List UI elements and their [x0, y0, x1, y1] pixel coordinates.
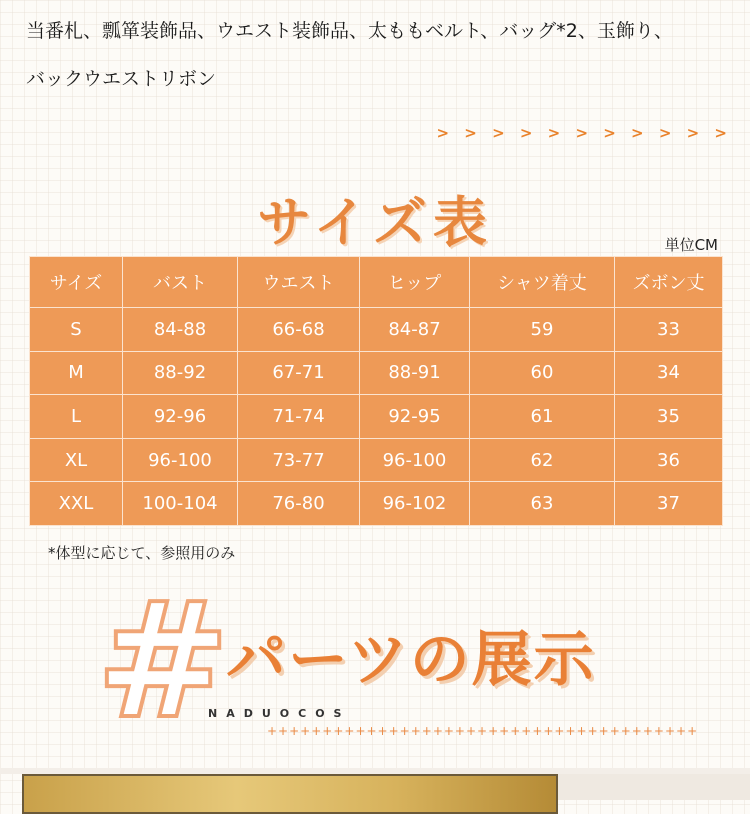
size-chart-title: サイズ表: [257, 191, 493, 254]
size-table: [29, 256, 723, 526]
table-cell: 92-96: [123, 395, 238, 439]
photo-background: [558, 774, 750, 800]
table-cell: L: [30, 395, 123, 439]
table-cell: 67-71: [238, 351, 360, 395]
table-cell: S: [30, 308, 123, 352]
header-pants-length: ズボン丈: [615, 257, 723, 308]
table-row: [30, 351, 723, 395]
included-items-text: 当番札、瓢箪装飾品、ウエスト装飾品、太ももベルト、バッグ*2、玉飾り、: [26, 20, 673, 42]
table-cell: 62: [470, 438, 615, 482]
included-items-text-continued: バックウエストリボン: [26, 68, 217, 90]
table-cell: 66-68: [238, 308, 360, 352]
table-cell: 76-80: [238, 482, 360, 526]
table-cell: 37: [615, 482, 723, 526]
table-cell: XL: [30, 438, 123, 482]
product-photo: [22, 774, 558, 814]
header-size: サイズ: [30, 257, 123, 308]
table-cell: 60: [470, 351, 615, 395]
table-row: [30, 482, 723, 526]
table-cell: 96-100: [123, 438, 238, 482]
header-shirt-length: シャツ着丈: [470, 257, 615, 308]
plus-divider: +++++++++++++++++++++++++++++++++++++++: [267, 724, 699, 738]
size-table-header-row: [30, 257, 723, 308]
table-cell: 84-88: [123, 308, 238, 352]
hash-symbol: #: [96, 567, 231, 754]
table-cell: 100-104: [123, 482, 238, 526]
header-hip: ヒップ: [360, 257, 470, 308]
table-cell: 96-100: [360, 438, 470, 482]
table-cell: 88-91: [360, 351, 470, 395]
table-cell: 33: [615, 308, 723, 352]
brand-name: NADUOCOS: [208, 707, 351, 720]
table-cell: 63: [470, 482, 615, 526]
table-cell: 84-87: [360, 308, 470, 352]
table-cell: 96-102: [360, 482, 470, 526]
table-cell: 71-74: [238, 395, 360, 439]
table-row: [30, 395, 723, 439]
table-cell: 34: [615, 351, 723, 395]
table-row: [30, 308, 723, 352]
table-cell: XXL: [30, 482, 123, 526]
size-note: *体型に応じて、参照用のみ: [48, 544, 236, 562]
table-cell: M: [30, 351, 123, 395]
table-cell: 73-77: [238, 438, 360, 482]
table-cell: 92-95: [360, 395, 470, 439]
header-bust: バスト: [123, 257, 238, 308]
parts-display-title: パーツの展示: [226, 625, 596, 695]
table-cell: 36: [615, 438, 723, 482]
table-cell: 61: [470, 395, 615, 439]
header-waist: ウエスト: [238, 257, 360, 308]
table-row: [30, 438, 723, 482]
table-cell: 59: [470, 308, 615, 352]
arrow-divider: > > > > > > > > > > >: [436, 124, 732, 142]
table-cell: 35: [615, 395, 723, 439]
unit-label: 単位CM: [664, 236, 718, 254]
table-cell: 88-92: [123, 351, 238, 395]
